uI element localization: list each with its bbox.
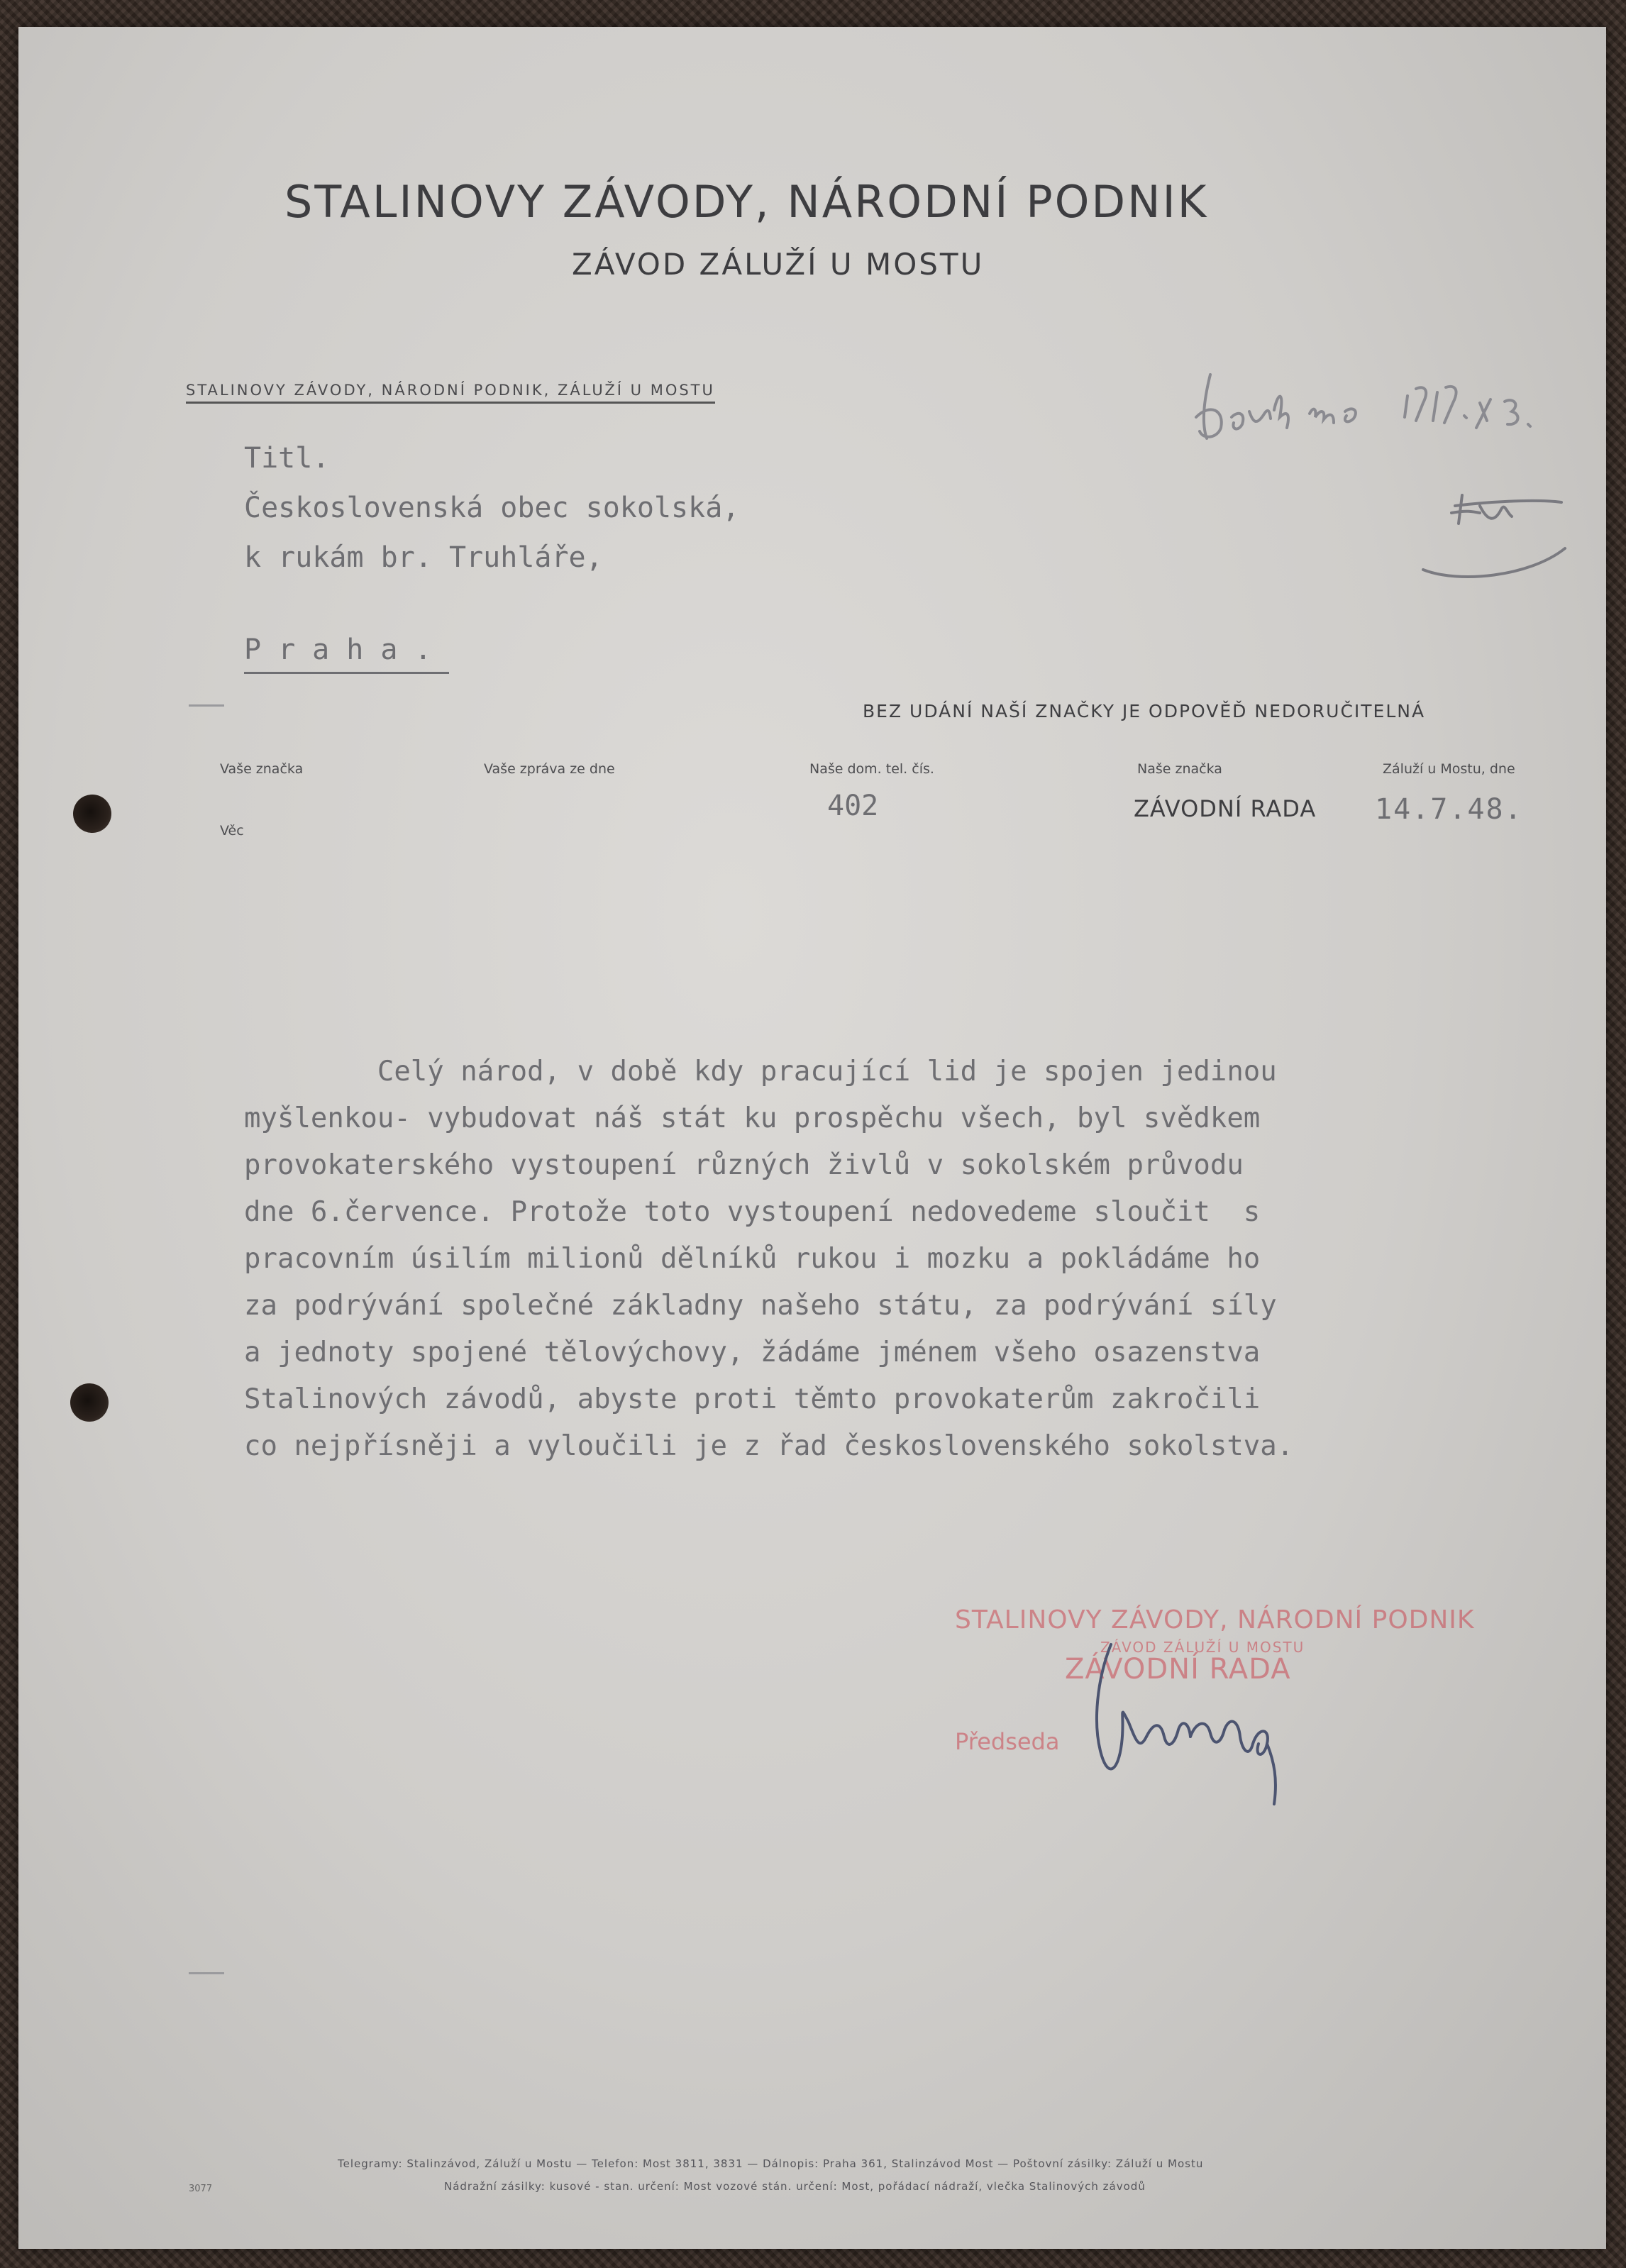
recipient-city: Praha.	[244, 634, 449, 674]
recipient-line-3: k rukám br. Truhláře,	[244, 541, 603, 574]
body-line: a jednoty spojené tělovýchovy, žádáme jménem všeho osazenstva	[244, 1337, 1261, 1368]
footer-line-1: Telegramy: Stalinzávod, Záluží u Mostu — Telefon: Most 3811, 3831 — Dálnopis: Praha 361, Stalinzávod Most — Poštovní zásilky: Záluží u Mostu	[338, 2157, 1204, 2170]
label-subject: Věc	[220, 823, 244, 839]
punch-hole-bottom	[70, 1383, 109, 1422]
body-line: Celý národ, v době kdy pracující lid je spojen jedinou	[244, 1056, 1277, 1088]
stamp-line-3: ZÁVODNÍ RADA	[1065, 1653, 1291, 1686]
handwritten-received-note	[1182, 360, 1579, 594]
body-line: myšlenkou- vybudovat náš stát ku prospěchu všech, byl svědkem	[244, 1102, 1261, 1134]
label-our-ref: Naše značka	[1137, 761, 1222, 777]
reference-notice: BEZ UDÁNÍ NAŠÍ ZNAČKY JE ODPOVĚĎ NEDORUČITELNÁ	[863, 701, 1426, 721]
fold-mark-top	[189, 704, 224, 707]
label-place-date: Záluží u Mostu, dne	[1383, 761, 1515, 777]
label-your-ref: Vaše značka	[220, 761, 304, 777]
label-your-message: Vaše zpráva ze dne	[484, 761, 615, 777]
recipient-line-2: Československá obec sokolská,	[244, 492, 740, 524]
body-line: Stalinových závodů, abyste proti těmto provokaterům zakročili	[244, 1383, 1261, 1415]
body-line: pracovním úsilím milionů dělníků rukou i mozku a pokládáme ho	[244, 1243, 1261, 1275]
recipient-line-1: Titl.	[244, 442, 330, 475]
body-line: provokaterského vystoupení různých živlů v sokolském průvodu	[244, 1149, 1244, 1181]
stamp-line-1: STALINOVY ZÁVODY, NÁRODNÍ PODNIK	[955, 1605, 1475, 1634]
stamp-line-4: Předseda	[955, 1728, 1060, 1755]
value-date: 14.7.48.	[1375, 793, 1523, 826]
sender-return-line: STALINOVY ZÁVODY, NÁRODNÍ PODNIK, ZÁLUŽÍ U MOSTU	[186, 382, 715, 404]
punch-hole-top	[73, 795, 111, 833]
letterhead-company: STALINOVY ZÁVODY, NÁRODNÍ PODNIK	[284, 176, 1209, 228]
body-line: za podrývání společné základny našeho státu, za podrývání síly	[244, 1290, 1277, 1322]
body-line: co nejpřísněji a vyloučili je z řad československého sokolstva.	[244, 1430, 1294, 1462]
value-tel: 402	[827, 790, 879, 822]
form-code: 3077	[189, 2184, 213, 2194]
label-our-tel: Naše dom. tel. čís.	[809, 761, 934, 777]
value-our-ref: ZÁVODNÍ RADA	[1134, 795, 1317, 822]
signature	[1068, 1637, 1310, 1850]
stamp-line-2: ZÁVOD ZÁLUŽÍ U MOSTU	[1100, 1639, 1305, 1656]
footer-line-2: Nádražní zásilky: kusové - stan. určení: Most vozové stán. určení: Most, pořádací nádraží, vlečka Stalinových závodů	[444, 2180, 1146, 2193]
fold-mark-bottom	[189, 1972, 224, 1974]
letterhead-plant: ZÁVOD ZÁLUŽÍ U MOSTU	[572, 247, 985, 282]
letter-page	[18, 27, 1606, 2249]
body-line: dne 6.července. Protože toto vystoupení nedovedeme sloučit s	[244, 1196, 1261, 1228]
